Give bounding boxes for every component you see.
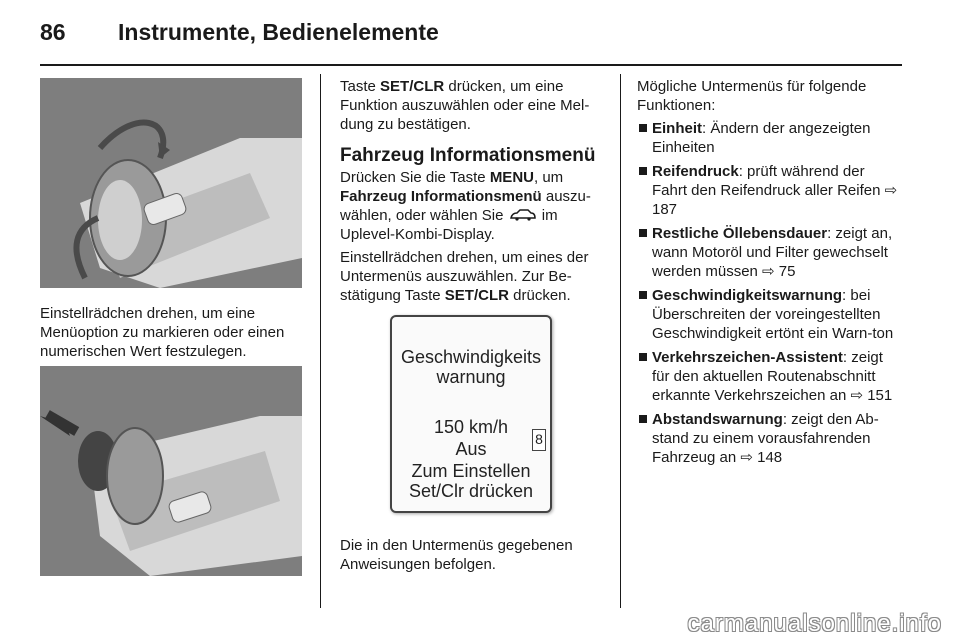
instrument-display xyxy=(390,315,552,513)
key-set-clr: SET/CLR xyxy=(380,78,445,95)
list-item xyxy=(637,162,903,219)
item-term: Verkehrszeichen-Assistent xyxy=(652,349,843,366)
lever-rotate-photo xyxy=(40,78,302,288)
item-text: : zeigt für den aktuellen Routenabschnitt erkannte Verkehrszeichen an ⇨ 151 xyxy=(652,349,893,404)
item-text: : prüft während der Fahrt den Reifendruck aller Reifen ⇨ 187 xyxy=(652,163,898,218)
item-term: Restliche Öllebensdauer xyxy=(652,225,828,242)
page-number: 86 xyxy=(40,18,66,45)
list-item xyxy=(637,348,903,405)
menu-name: Fahrzeug Informationsmenü xyxy=(340,188,542,205)
p3-pre: Einstellrädchen drehen, um eines der Untermenüs auszuwählen. Zur Be-stätigung Taste xyxy=(340,249,589,304)
bullet-icon xyxy=(639,415,647,423)
p2-mid: , um xyxy=(533,169,564,186)
display-speed: 150 km/h xyxy=(433,417,509,437)
item-text: : Ändern der angezeigten Einheiten xyxy=(652,120,871,156)
section-heading: Fahrzeug Informationsmenü xyxy=(340,145,596,166)
paragraph-menu xyxy=(340,168,606,244)
paragraph-instructions: Die in den Untermenüs gegebenen Anweisungen befolgen. xyxy=(340,537,573,573)
p2-post: im Uplevel-Kombi-Display. xyxy=(340,207,558,243)
item-text: : zeigt an, wann Motoröl und Filter gewechselt werden müssen ⇨ 75 xyxy=(652,225,893,280)
key-menu: MENU xyxy=(489,169,534,186)
lever-press-photo xyxy=(40,366,302,576)
bullet-icon xyxy=(639,167,647,175)
bullet-icon xyxy=(639,229,647,237)
p1-post: drücken, um eine Funktion auszuwählen oder eine Mel-dung zu bestätigen. xyxy=(340,78,590,133)
watermark: carmanualsonline.info xyxy=(687,610,942,637)
submenu-list xyxy=(637,119,903,472)
p2-mid2: auszu-wählen, oder wählen Sie xyxy=(340,188,591,224)
page-title: Instrumente, Bedienelemente xyxy=(118,18,439,45)
list-item xyxy=(637,286,903,343)
display-instruction: Zum Einstellen Set/Clr drücken xyxy=(408,461,534,501)
list-item xyxy=(637,119,903,157)
column-divider-1 xyxy=(320,74,321,608)
display-gear-indicator: 8 xyxy=(532,429,546,451)
submenu-intro: Mögliche Untermenüs für folgende Funktionen: xyxy=(637,78,867,114)
item-text: : bei Überschreiten der voreingestellten Geschwindigkeit ertönt ein Warn-ton xyxy=(652,287,894,342)
p3-post: drücken. xyxy=(508,287,571,304)
display-title: Geschwindigkeits warnung xyxy=(400,347,542,387)
paragraph-set-clr xyxy=(340,77,606,134)
item-term: Reifendruck xyxy=(652,163,739,180)
car-icon xyxy=(510,209,536,221)
column-divider-2 xyxy=(620,74,621,608)
item-term: Einheit xyxy=(652,120,703,137)
p1-pre: Taste xyxy=(340,78,381,95)
lever-rotate-illustration xyxy=(40,78,302,288)
bullet-icon xyxy=(639,291,647,299)
list-item xyxy=(637,224,903,281)
bullet-icon xyxy=(639,353,647,361)
lever-press-illustration xyxy=(40,366,302,576)
item-term: Geschwindigkeitswarnung xyxy=(652,287,843,304)
header-rule xyxy=(40,64,902,66)
item-text: : zeigt den Ab-stand zu einem vorausfahrenden Fahrzeug an ⇨ 148 xyxy=(652,411,879,466)
page-header xyxy=(40,14,439,50)
display-status: Aus xyxy=(455,439,487,459)
caption-rotate: Einstellrädchen drehen, um eine Menüoption zu markieren oder einen numerischen Wert festzulegen. xyxy=(40,305,285,360)
key-set-clr-2: SET/CLR xyxy=(444,287,509,304)
bullet-icon xyxy=(639,124,647,132)
item-term: Abstandswarnung xyxy=(652,411,783,428)
paragraph-rotate xyxy=(340,248,606,305)
p2-pre: Drücken Sie die Taste xyxy=(340,169,490,186)
list-item xyxy=(637,410,903,467)
